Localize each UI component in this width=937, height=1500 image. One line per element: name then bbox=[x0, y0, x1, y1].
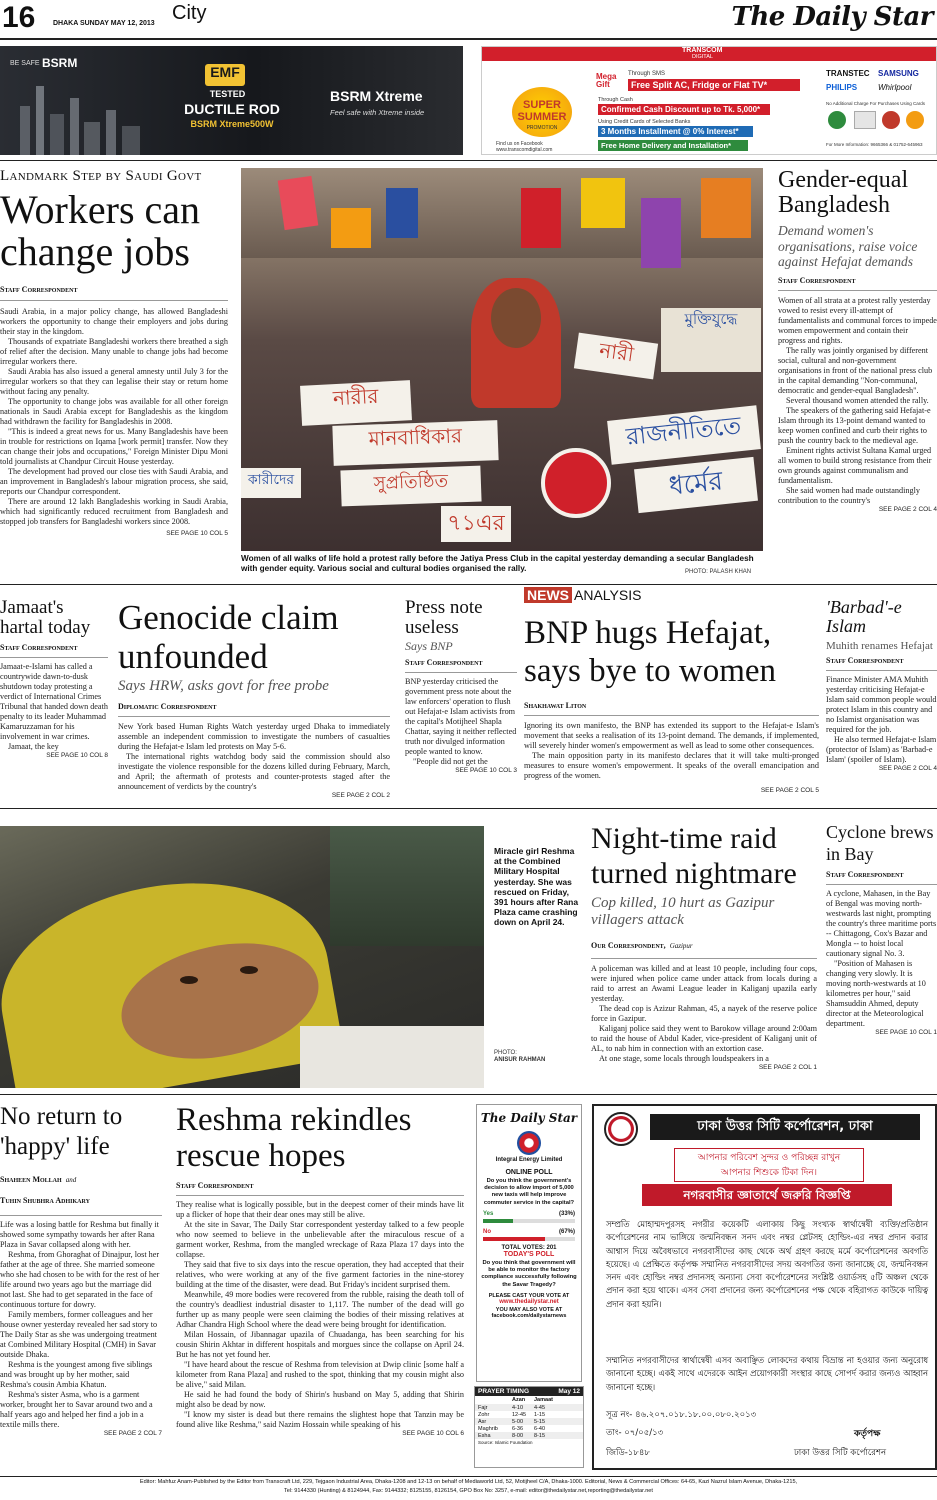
paragraph: Women of all strata at a protest rally yesterday vowed to resist every ill-attempt of fundamentalists and communal forces to impede women empowerment and contain their progress and rights. bbox=[778, 295, 937, 345]
ad-transcom[interactable] bbox=[481, 46, 937, 155]
prayer-cell: Maghrib bbox=[478, 1425, 498, 1432]
story-reshma-rekindles bbox=[176, 1102, 464, 1437]
paragraph: Reshma is the youngest among five siblings and was brought up by her mother, said Reshma's cousin Ambia Khatun. bbox=[0, 1359, 153, 1389]
prayer-cell: 5-00 bbox=[512, 1418, 524, 1425]
dncc-body: সম্মানিত নগরবাসীদের স্বার্থান্বেষী এসব অবাঞ্ছিত লোকদের কথায় বিভ্রান্ত না হওয়ার জন্য অনুরোধ জানানো হচ্ছে। একই সাথে এদেরকে আইন প্রয়োগকারী সংস্থার কাছে সোপর্দ করার জন্যও আহ্বান জানানো হচ্ছে। bbox=[606, 1355, 928, 1392]
ad-tagline: Feel safe with Xtreme inside bbox=[330, 108, 425, 117]
skyline-graphic bbox=[10, 76, 160, 155]
prayer-col-azan: Azan bbox=[512, 1397, 526, 1403]
ad-xtreme500w: BSRM Xtreme500W bbox=[190, 119, 274, 129]
placard: ধর্মের bbox=[634, 457, 758, 513]
headline[interactable]: Reshma rekindles rescue hopes bbox=[176, 1102, 412, 1175]
paragraph: The development had proved our close ties with Saudi Arabia, and an improvement in Bangladesh's labour migration process, she said, reports our Chandpur correspondent. bbox=[0, 467, 228, 496]
dncc-authority: কর্তৃপক্ষ bbox=[854, 1429, 881, 1439]
article-body bbox=[591, 964, 817, 1064]
poll-question: Do you think the government's decision to allow import of 5,000 new taxis will help improve commuter service in the capital? bbox=[483, 1178, 575, 1206]
poll-yes-bar bbox=[483, 1219, 513, 1223]
story-cyclone bbox=[826, 822, 937, 1036]
bank-logo-2 bbox=[854, 111, 876, 129]
byline: Staff Correspondent bbox=[778, 276, 937, 291]
see-page-link[interactable]: SEE PAGE 10 COL 8 bbox=[46, 751, 108, 759]
prayer-cell: 5-15 bbox=[534, 1418, 546, 1425]
paragraph: The dead cop is Azizur Rahman, 45, a nayek of the reserve police force in Gazipur. bbox=[591, 1003, 817, 1023]
headline[interactable]: No return to 'happy' life bbox=[0, 1103, 123, 1160]
paragraph: "I know my sister is dead but there remains the slightest hope that Tanzin may be found alive like Reshma," said Nazim Hossain while speaking of his bbox=[176, 1409, 464, 1429]
headline[interactable]: Night-time raid turned nightmare bbox=[591, 822, 797, 890]
poll-no-label: No bbox=[483, 1228, 491, 1235]
ad-tested: TESTED bbox=[209, 89, 246, 99]
byline: Our Correspondent, bbox=[591, 940, 666, 950]
paragraph: Several thousand women attended the rally. bbox=[786, 395, 929, 405]
paragraph: The speakers of the gathering said Hefajat-e Islam through its 13-point demand wanted to keep women confined and curb their rights to push the country back to the medieval age. bbox=[778, 405, 931, 445]
prayer-cell: Fajr bbox=[478, 1404, 488, 1411]
bank-logo-1 bbox=[828, 111, 846, 129]
prayer-cell: 4-10 bbox=[512, 1404, 524, 1411]
kicker: Landmark Step by Saudi Govt bbox=[0, 168, 202, 184]
poll-title: ONLINE POLL bbox=[505, 1169, 553, 1176]
headline[interactable]: Press note useless bbox=[405, 597, 483, 638]
ad-facebook: Find us on Facebook bbox=[496, 141, 543, 147]
poll-results bbox=[483, 1211, 575, 1241]
page-number: 16 bbox=[2, 1, 36, 34]
paragraph: Meanwhile, 49 more bodies were recovered from the rubble, raising the death toll of the country's deadliest industrial disaster to 1,117. The number of the dead will go further up as many people were seen claiming the bodies of their missing relatives at Adhar Chandra High School where the dead were being brought for identification. bbox=[176, 1289, 464, 1329]
prayer-cell: Zohr bbox=[478, 1411, 490, 1418]
byline: Diplomatic Correspondent bbox=[118, 702, 390, 717]
headline[interactable]: Cyclone brews in Bay bbox=[826, 822, 934, 864]
prayer-cell: 6-40 bbox=[534, 1425, 546, 1432]
story-jamaat-hartal bbox=[0, 598, 108, 759]
paragraph: A policeman was killed and at least 10 people, including four cops, were injured when police came under attack from locals during a raid to arrest an Awami League leader in Kaliganj upazila early yesterday. bbox=[591, 963, 817, 1003]
photo-credit: PHOTO: bbox=[494, 1050, 517, 1056]
paragraph: Thousands of expatriate Bangladeshi workers there breathed a sigh of relief after the decision. Many unable to change jobs had become irregular workers there. bbox=[0, 337, 228, 366]
byline: Tuhin Shubhra Adhikary bbox=[0, 1195, 90, 1205]
prayer-cell: 1-15 bbox=[534, 1411, 546, 1418]
story-no-return bbox=[0, 1102, 162, 1437]
byline: Staff Correspondent bbox=[0, 643, 108, 658]
paragraph: Life was a losing battle for Reshma but finally it showed some sympathy towards her after Rana Plaza in Savar collapsed along with her. bbox=[0, 1219, 159, 1249]
section-name: City bbox=[172, 2, 207, 24]
placard: ৭১এর bbox=[441, 506, 511, 542]
prayer-cell: Asr bbox=[478, 1418, 487, 1425]
paragraph: "This is indeed a great news for us. Many Bangladeshis have been in trouble for restrictions on Iqama [work permit] transfer. Now they can change their jobs and occupations," Foreign Minister Dipu Moni told journalists at Chandpur Circuit House yesterday. bbox=[0, 427, 228, 466]
offer-free-delivery: Free Home Delivery and Installation* bbox=[598, 140, 748, 151]
prayer-cell: 4-45 bbox=[534, 1404, 546, 1411]
poll-yes-pct: (33%) bbox=[558, 1210, 575, 1217]
placard: কারীদের bbox=[241, 468, 301, 498]
see-page-link[interactable]: SEE PAGE 10 COL 5 bbox=[166, 530, 228, 537]
prayer-source: Source: Islamic Foundation bbox=[478, 1440, 533, 1445]
promo-summer: SUMMER bbox=[517, 111, 567, 123]
paragraph: There are around 12 lakh Bangladeshis working in Saudi Arabia, which had significantly reduced recruitment from Bangladesh and stopped job transfers for Bangladeshi workers since 2008. bbox=[0, 497, 228, 526]
article-body bbox=[405, 677, 517, 767]
logo-transtec: TRANSTEC bbox=[826, 69, 870, 78]
photo-caption: Miracle girl Reshma at the Combined Military Hospital yesterday. She was rescued on Friday, 391 hours after Rana Plaza came crashing down on April 24. bbox=[494, 846, 579, 928]
article-body bbox=[826, 675, 937, 765]
prayer-row bbox=[475, 1411, 583, 1418]
slogan-line: আপনার শিশুকে টিকা দিন। bbox=[721, 1168, 817, 1178]
article-body bbox=[778, 296, 937, 506]
prayer-col-jamaat: Jamaat bbox=[534, 1397, 553, 1403]
poll-sponsor: Integral Energy Limited bbox=[495, 1157, 563, 1163]
byline: Staff Correspondent bbox=[176, 1181, 464, 1196]
see-page-link[interactable]: SEE PAGE 10 COL 1 bbox=[875, 1029, 937, 1037]
prayer-cell: 8-15 bbox=[534, 1432, 546, 1439]
bank-logo-3 bbox=[882, 111, 900, 129]
prayer-cell: 12-45 bbox=[512, 1411, 527, 1418]
paragraph: "People did not get the bbox=[413, 756, 488, 766]
logo-whirlpool: Whirlpool bbox=[878, 83, 912, 92]
poll-cast: PLEASE CAST YOUR VOTE AT bbox=[488, 1292, 570, 1299]
paper-nameplate: The Daily Star bbox=[731, 2, 933, 32]
prayer-cell: Esha bbox=[478, 1432, 491, 1439]
see-page-link[interactable]: SEE PAGE 2 COL 4 bbox=[878, 505, 937, 513]
byline: Staff Correspondent bbox=[826, 656, 937, 671]
deck: Says HRW, asks govt for free probe bbox=[118, 678, 329, 695]
ad-bsrm-tag: BE SAFE bbox=[10, 60, 40, 67]
logo-philips: PHILIPS bbox=[826, 83, 858, 92]
paragraph: BNP yesterday criticised the government press note about the law enforcers' operation to flush out Hefajat-e Islam activists from the capital's Motijheel Shapla Chattar, saying it neither reflected truth nor divulged information people wanted to know. bbox=[405, 676, 517, 756]
deck: Muhith renames Hefajat bbox=[826, 639, 933, 652]
prayer-row bbox=[475, 1418, 583, 1425]
dncc-slogan bbox=[674, 1148, 864, 1182]
paragraph: Ignoring its own manifesto, the BNP has extended its support to the Hefajat-e Islam's movement that seeks a realisation of its 13-point demand. The demands, if implemented, will severely hinder women's empowerment as well as lead to some other consequences. bbox=[524, 720, 819, 750]
see-page-link[interactable]: SEE PAGE 2 COL 2 bbox=[331, 791, 390, 799]
article-body bbox=[0, 662, 108, 752]
byline-and: and bbox=[65, 1176, 77, 1184]
paragraph: Jamaat-e-Islami has called a countrywide dawn-to-dusk shutdown today protesting a verdict of International Crimes Tribunal that handed down death penalty to its leader Muhammad Kamaruzzaman for his involvement in war crimes. bbox=[0, 661, 108, 741]
article-body bbox=[176, 1200, 464, 1430]
paragraph: Reshma, from Ghoraghat of Dinajpur, lost her father at the age of three. She married someone who she had chosen to be with for the rest of her life around two years ago but the marriage did not last. She had to get separated in the face of continuous torture for dowry. bbox=[0, 1249, 160, 1309]
story-press-note bbox=[405, 598, 517, 774]
dncc-code: জিডি-১৮৪৮ bbox=[606, 1448, 650, 1458]
imprint-line: Tel: 9144330 (Hunting) & 8124944, Fax: 9144332; 8125155, 8126154, GPO Box No: 3257, e-mail: editor@thedailystar.net,reporting@thedailystar.net bbox=[284, 1488, 653, 1494]
see-page-link[interactable]: SEE PAGE 2 COL 4 bbox=[878, 765, 937, 773]
promo-promotion: PROMOTION bbox=[526, 125, 558, 131]
poll-no-bar bbox=[483, 1237, 545, 1241]
integral-energy-logo bbox=[517, 1131, 541, 1155]
paragraph: Milan Hossain, of Jibannagar upazila of Chuadanga, has been searching for his cousin Shirin Akhtar in different hospitals and morgues since the collapse on April 24. But he has not yet found her. bbox=[176, 1329, 464, 1359]
headline[interactable]: BNP hugs Hefajat, says bye to women bbox=[524, 615, 777, 689]
paragraph: A cyclone, Mahasen, in the Bay of Bengal was moving north-westwards last night, prompting the country's three maritime ports -- Chittagong, Cox's Bazar and Mongla -- to hoist local cautionary signal No. 3. bbox=[826, 889, 937, 959]
byline: Staff Correspondent bbox=[405, 658, 517, 673]
online-poll-box bbox=[476, 1104, 582, 1382]
paragraph: The rally was jointly organised by different social, cultural and non-government organisations in front of the national press club in the capital demanding "Non-communal, democratic and gender-equal Bangladesh". bbox=[778, 345, 933, 395]
prayer-title: PRAYER TIMING bbox=[478, 1388, 530, 1395]
paragraph: He also termed Hefajat-e Islam (protector of Islam) as 'Barbad-e Islam' (spoiler of Islam). bbox=[826, 735, 937, 765]
bsrm-xtreme-logo: BSRM Xtreme bbox=[330, 88, 423, 104]
offer-free-ac: Free Split AC, Fridge or Flat TV* bbox=[628, 79, 800, 91]
ad-info: For More Information: 9665366 & 01752-645963 bbox=[826, 142, 923, 147]
transcom-digital: DIGITAL bbox=[692, 54, 713, 60]
ad-ductile-rod: DUCTILE ROD bbox=[184, 101, 280, 117]
dncc-date: তাং- ০৭/০৫/১৩ bbox=[606, 1428, 664, 1438]
promo-super: SUPER bbox=[523, 99, 561, 111]
prayer-row bbox=[475, 1432, 583, 1439]
dncc-emblem bbox=[604, 1112, 638, 1146]
through-sms: Through SMS bbox=[628, 71, 666, 77]
offer-cash-discount: Confirmed Cash Discount up to Tk. 5,000* bbox=[598, 104, 770, 115]
deck: Cop killed, 10 hurt as Gazipur villagers attack bbox=[591, 895, 775, 929]
story-bnp-hugs-hefajat bbox=[524, 587, 819, 794]
todays-poll: TODAY'S POLL bbox=[503, 1250, 555, 1258]
paragraph: New York based Human Rights Watch yesterday urged Dhaka to immediately assemble an independent commission to investigate the numbers of casualties during the Hefajat-e Islam led protests on May 5-6. bbox=[118, 721, 390, 751]
reshma-photo[interactable] bbox=[0, 826, 484, 1088]
rally-photo[interactable] bbox=[241, 168, 763, 551]
transcom-logo: TRANSCOM bbox=[682, 47, 723, 54]
headline[interactable]: Gender-equal Bangladesh bbox=[778, 167, 909, 219]
poll-site-link[interactable]: www.thedailystar.net bbox=[499, 1298, 559, 1305]
dncc-body: সম্প্রতি মোহাম্মদপুরসহ নগরীর কয়েকটি এলাকায় কিছু সংখ্যক স্বার্থান্বেষী ব্যক্তি/প্রতিষ্ঠান কর্পোরেশনের নাম ভাঙ্গিয়ে জন্মনিবন্ধন সনদ এবং নম্বর প্লেটসহ হোল্ডিং-এর নম্বর প্রদান করার আশ্বাস দিয়ে অবৈধভাবে নগরবাসীদের কাছ থেকে অর্থ গ্রহণ করছে মর্মে কর্পোরেশনের অবগতি হয়েছে। এ প্রেক্ষিতে কর্তৃপক্ষ সম্মানিত নগরবাসীদের সদয় অবগতির জন্য জানাচ্ছে যে, জন্মনিবন্ধন সনদ এবং হোল্ডিং নম্বর প্রদানসহ অন্যান্য সেবা কর্পোরেশনের সংশ্লিষ্ট ওয়ার্ডসহ ৫টি অঞ্চল থেকে প্রদান করা হয়ে থাকে। এসব সেবা প্রদানের জন্য কর্পোরেশনের পক্ষ থেকে বহিরাগত কাউকে দায়িত্ব প্রদান করা হয়নি। bbox=[606, 1219, 928, 1309]
poll-no-pct: (67%) bbox=[558, 1228, 575, 1235]
see-page-link[interactable]: SEE PAGE 2 COL 7 bbox=[103, 1429, 162, 1437]
deck: Demand women's organisations, raise voice against Hefajat demands bbox=[778, 223, 918, 270]
prayer-date: May 12 bbox=[558, 1388, 580, 1395]
see-page-link[interactable]: SEE PAGE 2 COL 1 bbox=[758, 1063, 817, 1071]
mega-gift: Mega Gift bbox=[596, 72, 617, 89]
paragraph: The main opposition party in its manifesto declares that it will take multi-pronged measures to ensure women's empowerment. It speaks of the overall emancipation and progress of the women. bbox=[524, 750, 819, 780]
paragraph: The international rights watchdog body said the commission should also investigate the violence responsible for the dozens killed during February, March, and April; the aftermath of protests and counter-protests staged after the announcement of verdicts by the country's bbox=[118, 751, 390, 791]
placard: নারীর bbox=[300, 380, 412, 426]
byline-place: Gazipur bbox=[669, 941, 693, 950]
poll-also: YOU MAY ALSO VOTE AT bbox=[495, 1306, 563, 1313]
paragraph: Saudi Arabia, in a major policy change, has allowed Bangladeshi workers the opportunity to change their employers and jobs during their stay in the kingdom. bbox=[0, 307, 228, 336]
byline: Staff Correspondent bbox=[0, 285, 228, 301]
ad-website: www.transcomdigital.com bbox=[496, 147, 553, 153]
poll-total: TOTAL VOTES: 201 bbox=[501, 1244, 557, 1251]
headline[interactable]: 'Barbad'-e Islam bbox=[826, 597, 902, 636]
ad-note: No Additional Charge For Purchases Using Cards bbox=[826, 101, 926, 106]
red-flag bbox=[541, 448, 611, 518]
todays-question: Do you think that government will be able to monitor the factory compliance successfully following the Savar Tragedy? bbox=[481, 1259, 577, 1288]
see-page-link[interactable]: SEE PAGE 10 COL 3 bbox=[455, 766, 517, 774]
article-body bbox=[826, 889, 937, 1029]
paragraph: Saudi Arabia has also issued a general amnesty until July 3 for the irregular workers so that they can legalise their stay or return home without facing any penalty. bbox=[0, 367, 228, 396]
ad-dncc-notice[interactable] bbox=[592, 1104, 937, 1470]
headline[interactable]: Workers can change jobs bbox=[0, 187, 201, 274]
headline[interactable]: Genocide claim unfounded bbox=[118, 598, 339, 677]
paragraph: At the site in Savar, The Daily Star correspondent yesterday talked to a few people who now seemed to believe in the unbelievable after the miraculous rescue of a garment worker, Reshma, from the mangled wreckage of Raza Plaza 17 days into the collapse. bbox=[176, 1219, 464, 1259]
article-body bbox=[0, 307, 228, 527]
placard: নারী bbox=[574, 333, 658, 380]
deck: Says BNP bbox=[405, 638, 453, 653]
byline: Shaheen Mollah bbox=[0, 1175, 62, 1184]
headline[interactable]: Jamaat's hartal today bbox=[0, 597, 91, 638]
byline: Shakhawat Liton bbox=[524, 701, 819, 716]
paragraph: They realise what is logically possible, but in the deepest corner of their minds have lit up a flicker of hope that their dear ones may still be alive. bbox=[176, 1199, 464, 1219]
story-gender-equal bbox=[778, 168, 937, 513]
offer-installment: 3 Months Installment @ 0% Interest* bbox=[598, 126, 753, 137]
ad-bsrm[interactable] bbox=[0, 46, 463, 155]
imprint-line: Editor: Mahfuz Anam-Published by the Editor from Transcraft Ltd, 229, Tejgaon Industrial Area, Dhaka-1208 and 12-13 on behalf of Mediaworld Ltd, 52, Motijheel C/A, Dhaka-1000. Editorial, News & Commercial Offices: 64-65, Kazi Nazrul Islam Avenue, Dhaka-1215, bbox=[139, 1479, 798, 1485]
dncc-notice-banner: নগরবাসীর জ্ঞাতার্থে জরুরি বিজ্ঞপ্তি bbox=[642, 1184, 892, 1206]
logo-samsung: SAMSUNG bbox=[878, 69, 919, 78]
story-night-time-raid bbox=[591, 822, 817, 1071]
photo-credit: PHOTO: PALASH KHAN bbox=[685, 569, 752, 575]
story-barbad-e-islam bbox=[826, 598, 937, 772]
paragraph: She said women had made outstandingly contribution to the country's bbox=[778, 485, 920, 505]
analysis-label: ANALYSIS bbox=[574, 587, 642, 603]
placard: মুক্তিযুদ্ধে bbox=[661, 308, 761, 372]
paragraph: Reshma's sister Asma, who is a garment worker, brought her to Savar around two and a half years ago and helped her find a job in a textile mills there. bbox=[0, 1389, 153, 1429]
through-cash: Through Cash bbox=[598, 97, 633, 103]
paragraph: He said he had found the body of Shirin's husband on May 5, adding that Shirin might also be dead by now. bbox=[176, 1389, 464, 1409]
see-page-link[interactable]: SEE PAGE 10 COL 6 bbox=[402, 1429, 464, 1437]
article-body bbox=[118, 722, 390, 792]
prayer-row bbox=[475, 1425, 583, 1432]
prayer-timing-box bbox=[474, 1386, 584, 1468]
prayer-rows bbox=[475, 1404, 583, 1439]
poll-facebook-link[interactable]: facebook.com/dailystarnews bbox=[491, 1312, 567, 1319]
paragraph: Kaliganj police said they went to Barokow village around 2:00am to raid the house of Abdul Kader, vice-president of Kaliganj unit of AL, to nab him in connection with an extortion case. bbox=[591, 1023, 817, 1053]
prayer-cell: 8-00 bbox=[512, 1432, 524, 1439]
photo-credit: ANISUR RAHMAN bbox=[494, 1057, 546, 1063]
credit-cards: Using Credit Cards of Selected Banks bbox=[598, 119, 691, 125]
paragraph: Family members, former colleagues and her house owner yesterday revealed her sad story to The Daily Star as she was undergoing treatment at Combined Military Hospital (CMH) in Savar outside Dhaka. bbox=[0, 1309, 158, 1359]
dateline: DHAKA SUNDAY MAY 12, 2013 bbox=[53, 20, 155, 27]
prayer-cell: 6-36 bbox=[512, 1425, 524, 1432]
see-page-link[interactable]: SEE PAGE 2 COL 5 bbox=[760, 786, 819, 794]
paragraph: The opportunity to change jobs was available for all other foreign nationals in Saudi Arabia except for Bangladeshis as the kingdom had withdrawn the facility for Bangladeshis in 2008. bbox=[0, 397, 228, 426]
emf-badge: EMF bbox=[205, 64, 245, 86]
paragraph: They said that five to six days into the rescue operation, they had accepted that their relatives, who were working at any of the five garment factories in the nine-storey building at the time of the disaster, were dead. But Friday's incident surprised them. bbox=[176, 1259, 464, 1289]
placard: রাজনীতিতে bbox=[607, 405, 761, 464]
article-body bbox=[524, 721, 819, 781]
story-workers-change-jobs bbox=[0, 168, 228, 537]
photo-caption: Women of all walks of life hold a protest rally before the Jatiya Press Club in the capital yesterday demanding a secular Bangladesh with gender equity. Various social and cultural bodies organised the rally. bbox=[241, 554, 754, 573]
dncc-ref: সূত্র নং- ৪৬.২০৭.০১৮.১৮.০০.০৮০.২০১৩ bbox=[606, 1410, 757, 1420]
story-genocide-claim bbox=[118, 598, 390, 799]
placard: মানবাধিকার bbox=[332, 420, 498, 466]
paragraph: At one stage, some locals through loudspeakers in a bbox=[599, 1053, 769, 1063]
slogan-line: আপনার পরিবেশ সুন্দর ও পরিচ্ছন্ন রাখুন bbox=[697, 1153, 841, 1163]
prayer-row bbox=[475, 1404, 583, 1411]
placard: সুপ্রতিষ্ঠিত bbox=[340, 466, 481, 507]
paragraph: Jamaat, the key bbox=[8, 741, 59, 751]
ad-bsrm-brand: BSRM bbox=[42, 56, 78, 70]
paragraph: "I have heard about the rescue of Reshma from television at Dwip clinic [some half a kilometer from Rana Plaza] and rushed to the spot, thinking that my cousin might also be alive," said Milan. bbox=[176, 1359, 464, 1389]
byline: Staff Correspondent bbox=[826, 870, 937, 885]
dncc-authority-name: ঢাকা উত্তর সিটি কর্পোরেশন bbox=[794, 1448, 887, 1458]
poll-paper: The Daily Star bbox=[480, 1111, 578, 1125]
dncc-title: ঢাকা উত্তর সিটি কর্পোরেশন, ঢাকা bbox=[650, 1114, 920, 1140]
article-body bbox=[0, 1220, 162, 1430]
bank-logo-4 bbox=[906, 111, 924, 129]
paragraph: Eminent rights activist Sultana Kamal urged all women to build strong resistance from their own grounds against communalism and fundamentalism. bbox=[778, 445, 932, 485]
paragraph: Finance Minister AMA Muhith yesterday criticising Hefajat-e Islam said common people would protect Islam in this country and no Islamist organisation was required for the job. bbox=[826, 675, 937, 735]
paragraph: "Position of Mahasen is changing very slowly. It is moving north-westwards at 10 kilometres per hour," said Shamsuddin Ahmed, deputy director at the Meteorological department. bbox=[826, 959, 926, 1029]
poll-yes-label: Yes bbox=[483, 1210, 494, 1217]
news-label: NEWS bbox=[524, 587, 572, 603]
